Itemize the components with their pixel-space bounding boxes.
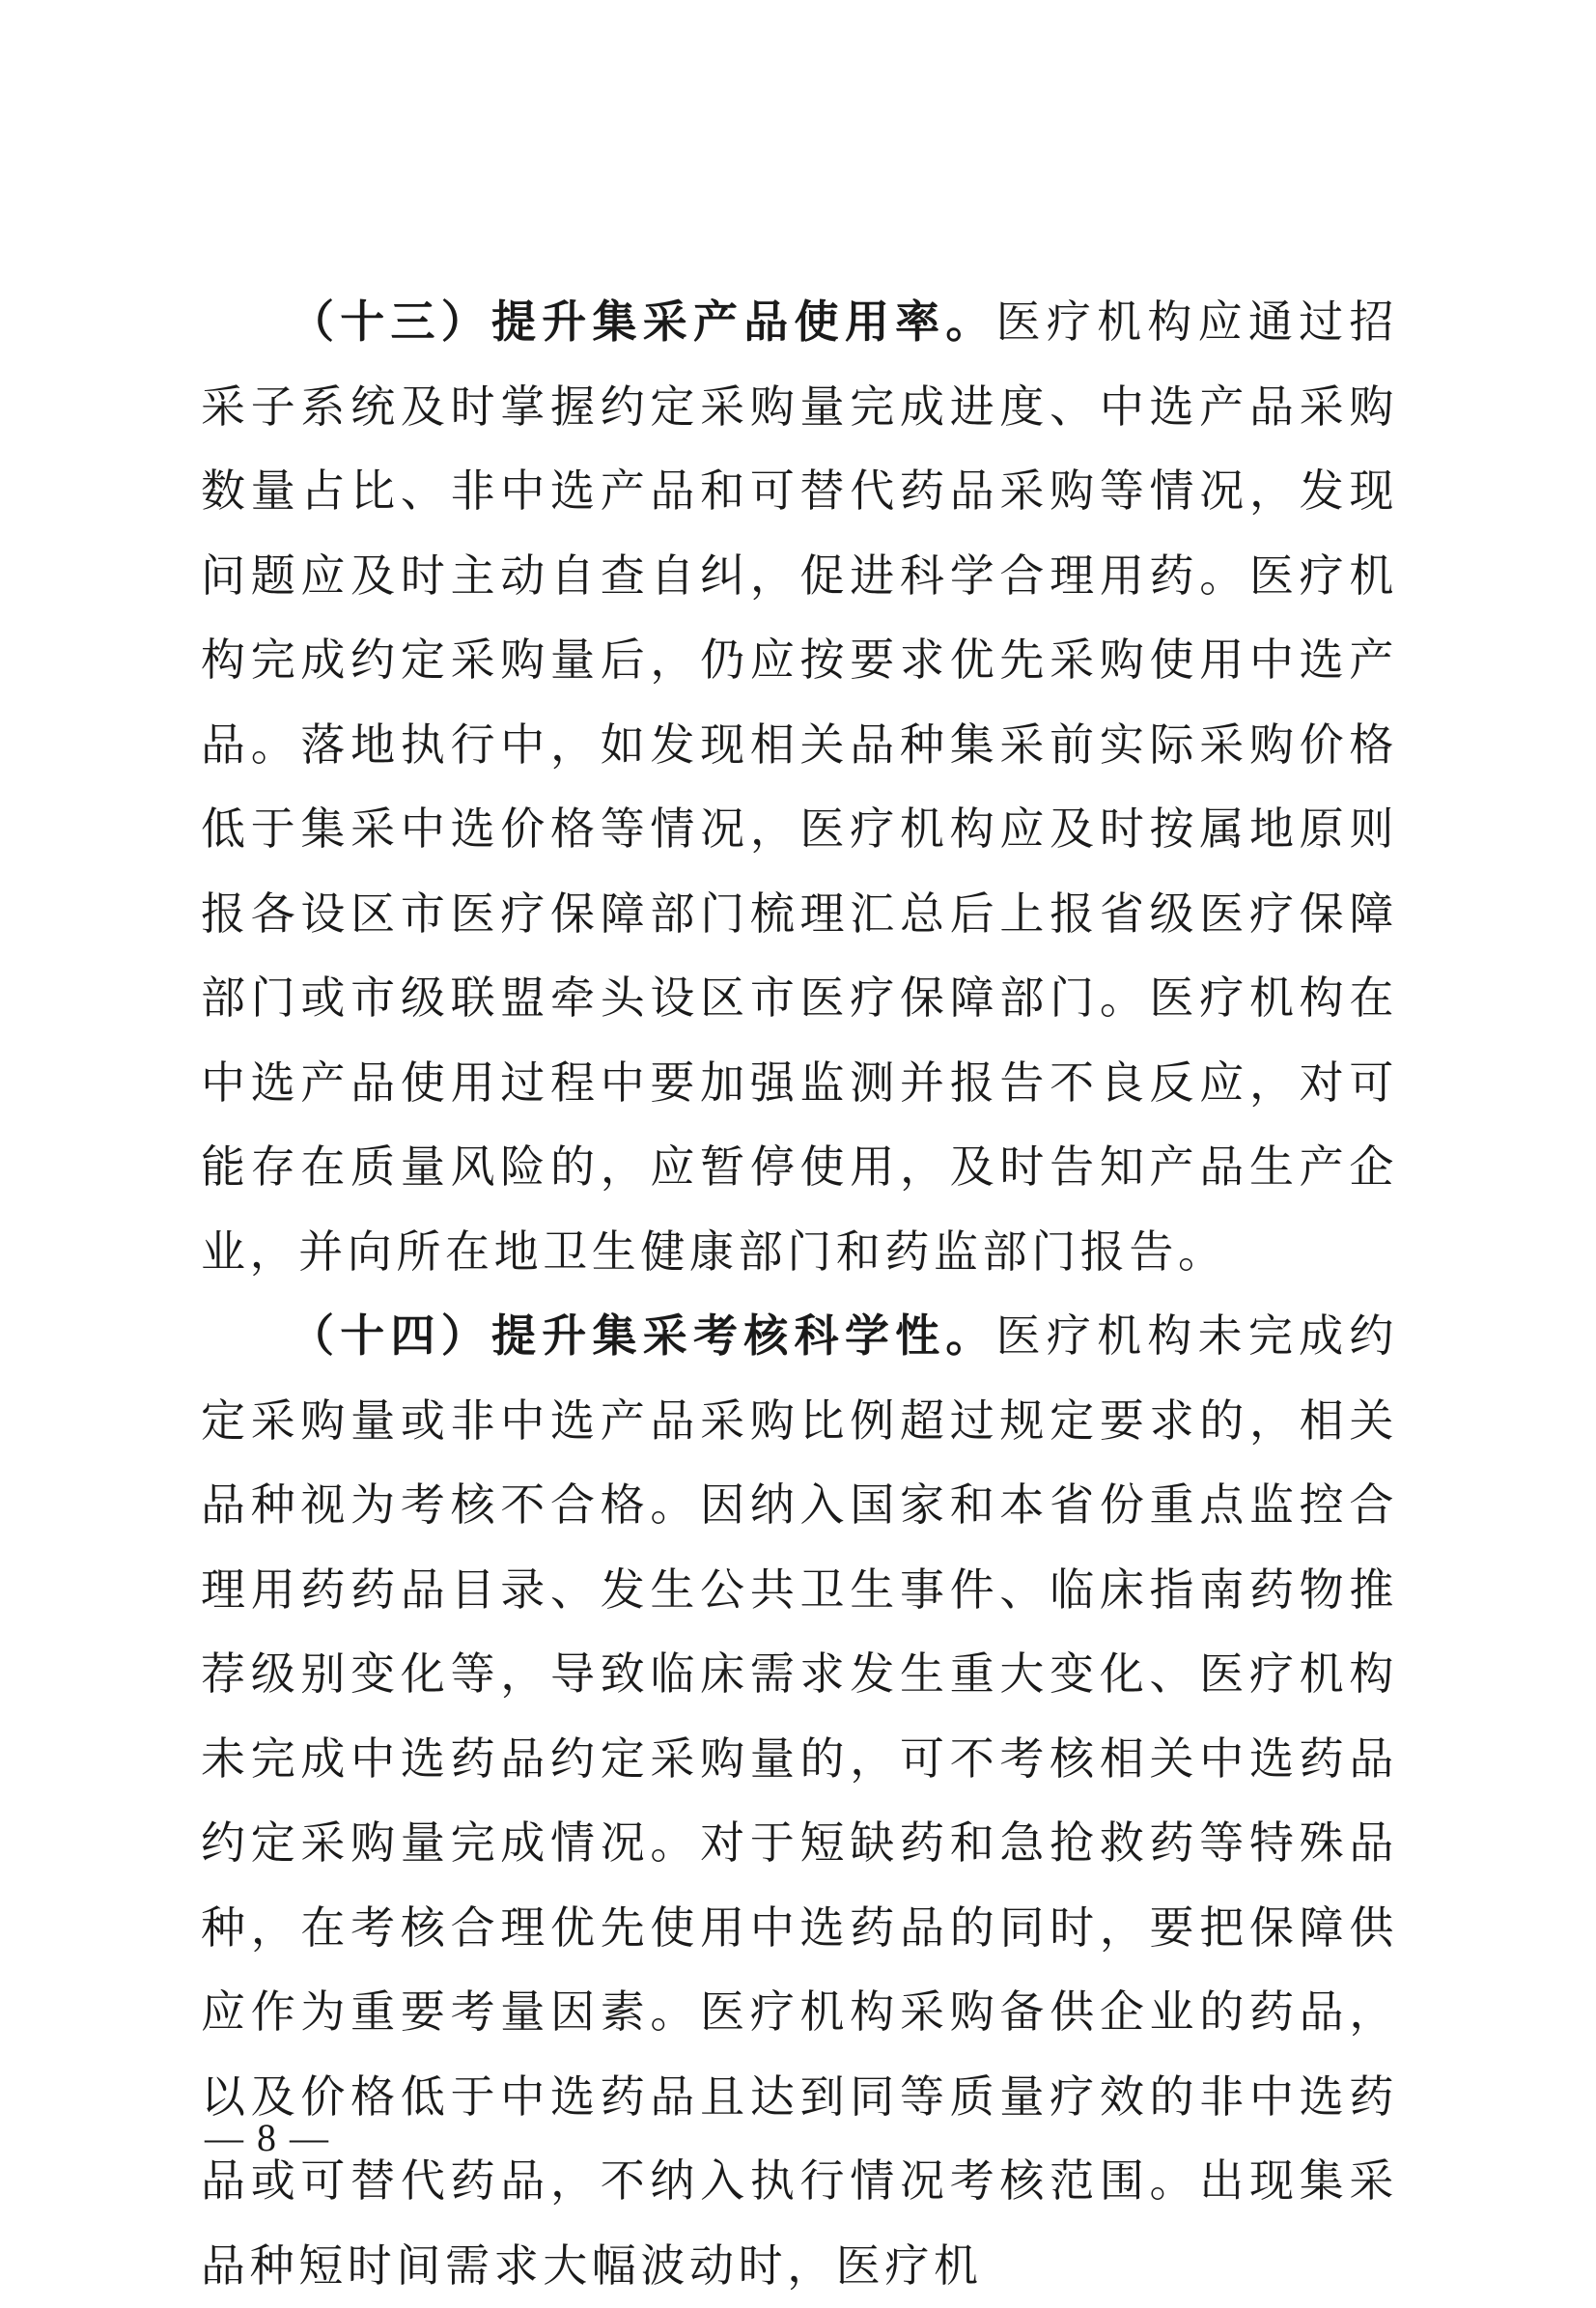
- paragraph-14-heading: （十四）提升集采考核科学性。: [290, 1309, 996, 1362]
- paragraph-13-body: 医疗机构应通过招采子系统及时掌握约定采购量完成进度、中选产品采购数量占比、非中选产品和可替代药品采购等情况，发现问题应及时主动自查自纠，促进科学合理用药。医疗机构完成约定采购量后，仍应按要求优先采购使用中选产品。落地执行中，如发现相关品种集采前实际采购价格低于集采中选价格等情况，医疗机构应及时按属地原则报各设区市医疗保障部门梳理汇总后上报省级医疗保障部门或市级联盟牵头设区市医疗保障部门。医疗机构在中选产品使用过程中要加强监测并报告不良反应，对可能存在质量风险的，应暂停使用，及时告知产品生产企业，并向所在地卫生健康部门和药监部门报告。: [201, 296, 1398, 1278]
- page-number: — 8 —: [205, 2116, 330, 2159]
- paragraph-13: [201, 280, 1398, 1294]
- document-body: [201, 280, 1398, 2308]
- paragraph-14-body: 医疗机构未完成约定采购量或非中选产品采购比例超过规定要求的，相关品种视为考核不合格。因纳入国家和本省份重点监控合理用药药品目录、发生公共卫生事件、临床指南药物推荐级别变化等，导致临床需求发生重大变化、医疗机构未完成中选药品约定采购量的，可不考核相关中选药品约定采购量完成情况。对于短缺药和急抢救药等特殊品种，在考核合理优先使用中选药品的同时，要把保障供应作为重要考量因素。医疗机构采购备供企业的药品，以及价格低于中选药品且达到同等质量疗效的非中选药品或可替代药品，不纳入执行情况考核范围。出现集采品种短时间需求大幅波动时，医疗机: [201, 1309, 1398, 2292]
- paragraph-13-heading: （十三）提升集采产品使用率。: [290, 296, 996, 348]
- paragraph-14: [201, 1294, 1398, 2308]
